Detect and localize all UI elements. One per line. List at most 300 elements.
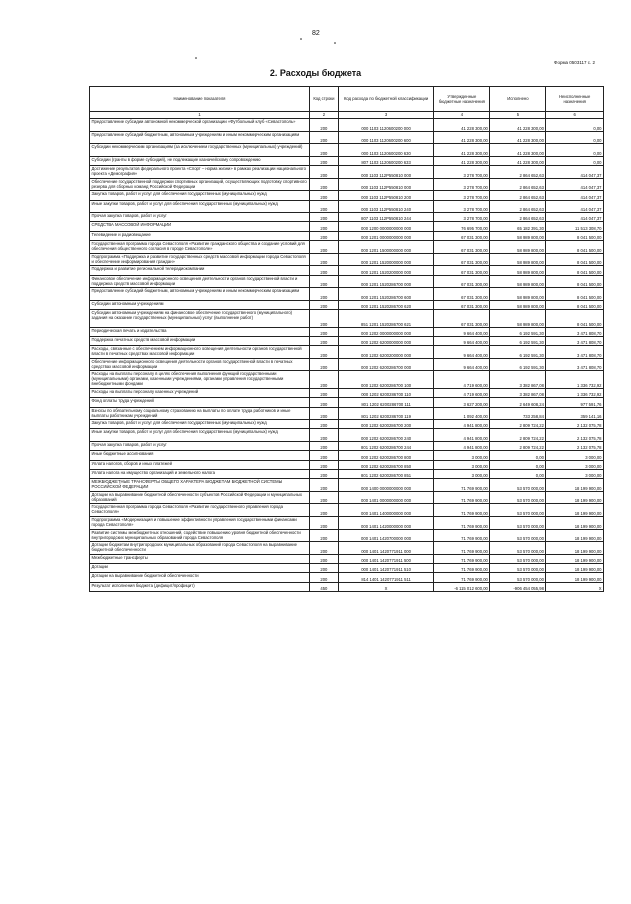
table-row: [90, 241, 604, 254]
row-line-code: 200: [310, 442, 339, 451]
scan-speck: [195, 57, 197, 59]
form-code: Форма 0503117 с. 2: [554, 60, 595, 65]
scan-speck: [300, 38, 302, 40]
column-index: 2: [310, 112, 339, 119]
row-remaining: 414 047,37: [546, 213, 604, 222]
row-name: Прочая закупка товаров, работ и услуг: [90, 442, 310, 451]
row-approved: 4 719 600,00: [434, 371, 490, 389]
row-budget-code: 000 1200 0000000000 000: [338, 222, 434, 231]
row-executed: 3 382 867,08: [490, 371, 546, 389]
row-approved: 9 664 400,00: [434, 336, 490, 345]
column-header-approved: Утвержденные бюджетные назначения: [434, 87, 490, 112]
row-budget-code: 801 1202 6200286700 244: [338, 442, 434, 451]
column-index: 4: [434, 112, 490, 119]
row-line-code: 200: [310, 310, 339, 328]
row-budget-code: 000 1401 1420700000 000: [338, 529, 434, 542]
row-approved: 4 941 800,00: [434, 429, 490, 442]
table-header-row: [90, 87, 604, 112]
row-line-code: 200: [310, 156, 339, 165]
row-name: Государственная программа города Севастополя «Развитие гражданского общества и создание условий для обеспечения общественного согласия в городе Севастополе»: [90, 241, 310, 254]
row-executed: 65 182 391,30: [490, 222, 546, 231]
row-budget-code: 000 1103 112P550810 000: [338, 178, 434, 191]
row-line-code: 200: [310, 451, 339, 460]
row-remaining: 977 591,76: [546, 398, 604, 407]
row-executed: 6 192 591,30: [490, 358, 546, 371]
table-row: [90, 564, 604, 573]
column-header-line: Код строки: [310, 87, 339, 112]
row-line-code: 200: [310, 241, 339, 254]
row-approved: 67 031 300,00: [434, 300, 490, 309]
row-executed: 58 989 800,00: [490, 231, 546, 240]
row-remaining: 1 336 732,92: [546, 388, 604, 397]
row-executed: 0,00: [490, 451, 546, 460]
row-name: Закупка товаров, работ и услуг для обеспечения государственных (муниципальных) нужд: [90, 420, 310, 429]
row-remaining: 18 199 900,00: [546, 564, 604, 573]
row-remaining: 2 132 075,78: [546, 442, 604, 451]
row-approved: 41 228 300,00: [434, 144, 490, 157]
table-row: [90, 131, 604, 144]
row-executed: 53 570 000,00: [490, 542, 546, 555]
row-line-code: 200: [310, 388, 339, 397]
row-line-code: 200: [310, 266, 339, 275]
row-budget-code: 000 1201 1520286700 000: [338, 275, 434, 288]
row-remaining: 414 047,37: [546, 200, 604, 213]
row-approved: 71 769 900,00: [434, 479, 490, 492]
row-budget-code: 000 1202 6200286700 850: [338, 460, 434, 469]
row-remaining: 18 199 900,00: [546, 529, 604, 542]
row-approved: 71 769 900,00: [434, 564, 490, 573]
row-budget-code: 000 1202 0000000000 000: [338, 327, 434, 336]
row-line-code: 200: [310, 222, 339, 231]
row-name: Дотации на выравнивание бюджетной обеспеченности субъектов Российской Федерации и муниципальных образований: [90, 491, 310, 504]
row-remaining: 8 041 500,00: [546, 300, 604, 309]
row-remaining: 8 041 500,00: [546, 310, 604, 328]
row-executed: 6 192 591,30: [490, 336, 546, 345]
row-approved: 71 769 900,00: [434, 504, 490, 517]
row-budget-code: 000 1103 112P550810 240: [338, 200, 434, 213]
row-remaining: 8 041 500,00: [546, 266, 604, 275]
row-name: Поддержка печатных средств массовой информации: [90, 336, 310, 345]
row-approved: 4 941 800,00: [434, 420, 490, 429]
row-budget-code: 000 1401 1420000000 000: [338, 517, 434, 530]
row-budget-code: 000 1201 1520200000 000: [338, 266, 434, 275]
table-row: [90, 407, 604, 420]
row-line-code: 200: [310, 253, 339, 266]
row-executed: 41 228 300,00: [490, 144, 546, 157]
row-name: Телевидение и радиовещание: [90, 231, 310, 240]
row-line-code: 200: [310, 327, 339, 336]
table-row: [90, 327, 604, 336]
row-line-code: 200: [310, 213, 339, 222]
row-executed: 6 192 591,30: [490, 346, 546, 359]
row-approved: 71 769 900,00: [434, 529, 490, 542]
row-line-code: 200: [310, 517, 339, 530]
row-remaining: 8 041 500,00: [546, 288, 604, 301]
row-name: Расходы на выплаты персоналу в целях обеспечения выполнения функций государственными (муниципальными) органами, казенными учреждениями, органами управления государственными внебюджетными фондами: [90, 371, 310, 389]
row-executed: -906 454 055,98: [490, 582, 546, 591]
row-remaining: 18 199 900,00: [546, 479, 604, 492]
row-line-code: 200: [310, 166, 339, 179]
row-approved: 3 278 700,00: [434, 200, 490, 213]
column-index: 6: [546, 112, 604, 119]
row-executed: 58 989 800,00: [490, 253, 546, 266]
row-budget-code: 000 1201 1520286700 620: [338, 300, 434, 309]
row-approved: 9 664 400,00: [434, 358, 490, 371]
row-line-code: 200: [310, 491, 339, 504]
table-row: [90, 371, 604, 389]
row-remaining: 414 047,37: [546, 166, 604, 179]
row-executed: 53 570 000,00: [490, 504, 546, 517]
row-line-code: 200: [310, 504, 339, 517]
expenses-table: [89, 86, 604, 592]
row-budget-code: 814 1401 1420771911 511: [338, 573, 434, 582]
row-executed: 53 570 000,00: [490, 479, 546, 492]
table-row: [90, 222, 604, 231]
row-approved: 3 278 700,00: [434, 166, 490, 179]
row-remaining: 8 041 500,00: [546, 275, 604, 288]
row-name: Дотации на выравнивание бюджетной обеспеченности: [90, 573, 310, 582]
table-row: [90, 491, 604, 504]
row-remaining: 18 199 900,00: [546, 542, 604, 555]
row-name: Субсидии (гранты в форме субсидий), не подлежащие казначейскому сопровождению: [90, 156, 310, 165]
row-line-code: 200: [310, 191, 339, 200]
row-budget-code: 801 1202 6200286700 851: [338, 469, 434, 478]
table-row: [90, 156, 604, 165]
row-remaining: 18 199 900,00: [546, 573, 604, 582]
row-budget-code: 000 1103 112P550810 000: [338, 166, 434, 179]
column-header-name: Наименование показателя: [90, 87, 310, 112]
row-budget-code: 000 1103 1120600200 600: [338, 131, 434, 144]
row-remaining: 1 336 732,92: [546, 371, 604, 389]
row-name: Субсидии автономным учреждениям: [90, 300, 310, 309]
row-executed: 0,00: [490, 460, 546, 469]
row-budget-code: 807 1103 1120600200 633: [338, 156, 434, 165]
row-budget-code: 000 1401 1420771911 000: [338, 542, 434, 555]
row-name: Уплата налога на имущество организаций и земельного налога: [90, 469, 310, 478]
row-remaining: 11 513 308,70: [546, 222, 604, 231]
table-row: [90, 573, 604, 582]
table-row: [90, 266, 604, 275]
row-remaining: 18 199 900,00: [546, 517, 604, 530]
row-budget-code: 000 1202 6200286700 110: [338, 388, 434, 397]
row-executed: 6 192 591,30: [490, 327, 546, 336]
row-approved: 67 031 300,00: [434, 241, 490, 254]
column-header-remaining: Неисполненные назначения: [546, 87, 604, 112]
row-approved: -6 115 012 600,00: [434, 582, 490, 591]
table-row: [90, 442, 604, 451]
row-name: Развитие системы межбюджетных отношений, содействие повышению уровня бюджетной обеспеченности внутригородских муниципальных образований города Севастополя: [90, 529, 310, 542]
row-line-code: 200: [310, 573, 339, 582]
row-budget-code: 000 1202 6200286700 100: [338, 371, 434, 389]
row-line-code: 200: [310, 346, 339, 359]
row-executed: 41 228 300,00: [490, 131, 546, 144]
row-budget-code: 000 1401 1420771911 510: [338, 564, 434, 573]
row-remaining: 3 000,00: [546, 460, 604, 469]
row-approved: 76 695 700,00: [434, 222, 490, 231]
row-remaining: 3 471 808,70: [546, 327, 604, 336]
row-budget-code: 000 1401 1420771911 500: [338, 554, 434, 563]
row-line-code: 200: [310, 371, 339, 389]
row-budget-code: 851 1201 1520286700 621: [338, 310, 434, 328]
row-approved: 9 664 400,00: [434, 346, 490, 359]
row-executed: 58 989 800,00: [490, 266, 546, 275]
row-name: Обеспечение информационного освещения деятельности органов государственной власти в печатных средствах массовой информации: [90, 358, 310, 371]
row-remaining: 18 199 900,00: [546, 504, 604, 517]
row-remaining: 3 000,00: [546, 451, 604, 460]
row-line-code: 200: [310, 275, 339, 288]
row-line-code: 200: [310, 460, 339, 469]
table-row: [90, 529, 604, 542]
row-executed: 53 570 000,00: [490, 554, 546, 563]
row-executed: 58 989 800,00: [490, 241, 546, 254]
row-name: Предоставление субсидии автономной некоммерческой организации «Футбольный клуб «Севастополь»: [90, 119, 310, 132]
row-remaining: 18 199 900,00: [546, 554, 604, 563]
row-line-code: 200: [310, 420, 339, 429]
row-remaining: 3 471 808,70: [546, 358, 604, 371]
table-row: [90, 398, 604, 407]
row-executed: 58 989 800,00: [490, 275, 546, 288]
row-approved: 3 278 700,00: [434, 178, 490, 191]
row-name: Иные бюджетные ассигнования: [90, 451, 310, 460]
row-approved: 41 228 300,00: [434, 131, 490, 144]
row-executed: 2 809 724,22: [490, 442, 546, 451]
row-approved: 4 941 800,00: [434, 442, 490, 451]
row-line-code: 200: [310, 200, 339, 213]
row-name: Периодическая печать и издательства: [90, 327, 310, 336]
row-line-code: 200: [310, 131, 339, 144]
table-row: [90, 429, 604, 442]
row-name: Закупка товаров, работ и услуг для обеспечения государственных (муниципальных) нужд: [90, 191, 310, 200]
row-line-code: 200: [310, 288, 339, 301]
row-line-code: 200: [310, 231, 339, 240]
row-remaining: 2 132 075,78: [546, 420, 604, 429]
row-name: СРЕДСТВА МАССОВОЙ ИНФОРМАЦИИ: [90, 222, 310, 231]
row-executed: 2 809 724,22: [490, 429, 546, 442]
table-row: [90, 542, 604, 555]
row-approved: 71 769 900,00: [434, 554, 490, 563]
column-index: 1: [90, 112, 310, 119]
row-executed: 3 382 867,08: [490, 388, 546, 397]
row-executed: 2 864 652,63: [490, 200, 546, 213]
row-budget-code: 000 1401 1400000000 000: [338, 504, 434, 517]
table-row: [90, 479, 604, 492]
row-executed: 0,00: [490, 469, 546, 478]
row-approved: 3 000,00: [434, 469, 490, 478]
row-approved: 67 031 300,00: [434, 231, 490, 240]
table-body: [90, 119, 604, 592]
table-row: [90, 420, 604, 429]
row-executed: 53 570 000,00: [490, 517, 546, 530]
row-line-code: 200: [310, 407, 339, 420]
row-executed: 41 228 300,00: [490, 156, 546, 165]
row-name: Иные закупки товаров, работ и услуг для обеспечения государственных (муниципальных) нужд: [90, 429, 310, 442]
row-line-code: 200: [310, 564, 339, 573]
row-name: Субсидии некоммерческим организациям (за исключением государственных (муниципальных) учреждений): [90, 144, 310, 157]
row-approved: 71 769 900,00: [434, 542, 490, 555]
row-name: Результат исполнения бюджета (дефицит/профицит): [90, 582, 310, 591]
row-remaining: 414 047,37: [546, 178, 604, 191]
row-remaining: 3 471 808,70: [546, 336, 604, 345]
row-name: Межбюджетные трансферты: [90, 554, 310, 563]
row-name: Субсидии автономным учреждениям на финансовое обеспечение государственного (муниципального) задания на оказание государственных (муниципальных) услуг (выполнение работ): [90, 310, 310, 328]
row-remaining: 8 041 500,00: [546, 241, 604, 254]
row-name: Государственная программа города Севастополя «Развитие государственного управления города Севастополя»: [90, 504, 310, 517]
column-header-executed: Исполнено: [490, 87, 546, 112]
row-executed: 2 809 724,22: [490, 420, 546, 429]
row-approved: 67 031 300,00: [434, 288, 490, 301]
table-row: [90, 200, 604, 213]
row-approved: 3 278 700,00: [434, 213, 490, 222]
row-executed: 58 989 800,00: [490, 310, 546, 328]
table-row: [90, 275, 604, 288]
row-executed: 2 649 608,24: [490, 398, 546, 407]
row-line-code: 200: [310, 529, 339, 542]
row-approved: 1 092 400,00: [434, 407, 490, 420]
table-row: [90, 336, 604, 345]
row-remaining: 359 141,16: [546, 407, 604, 420]
row-budget-code: 807 1103 112P550810 244: [338, 213, 434, 222]
row-executed: 53 570 000,00: [490, 564, 546, 573]
table-row: [90, 310, 604, 328]
column-header-code: Код расхода по бюджетной классификации: [338, 87, 434, 112]
column-index-row: [90, 112, 604, 119]
table-row: [90, 554, 604, 563]
table-row: [90, 451, 604, 460]
row-name: Взносы по обязательному социальному страхованию на выплаты по оплате труда работников и иные выплаты работникам учреждений: [90, 407, 310, 420]
table-row: [90, 191, 604, 200]
row-name: Иные закупки товаров, работ и услуг для обеспечения государственных (муниципальных) нужд: [90, 200, 310, 213]
row-approved: 41 228 300,00: [434, 119, 490, 132]
row-name: Финансовое обеспечение информационного освещения деятельности органов государственной власти и поддержка средств массовой информации: [90, 275, 310, 288]
row-name: Прочая закупка товаров, работ и услуг: [90, 213, 310, 222]
row-remaining: 0,00: [546, 156, 604, 165]
row-name: Дотации: [90, 564, 310, 573]
row-budget-code: 000 1103 112P550810 200: [338, 191, 434, 200]
row-executed: 58 989 800,00: [490, 288, 546, 301]
row-name: Предоставление субсидий бюджетным, автономным учреждениям и иным некоммерческим организациям: [90, 288, 310, 301]
row-line-code: 200: [310, 554, 339, 563]
row-budget-code: 000 1202 6200286700 800: [338, 451, 434, 460]
row-approved: 41 228 300,00: [434, 156, 490, 165]
row-approved: 3 000,00: [434, 460, 490, 469]
table-row: [90, 144, 604, 157]
row-executed: 53 570 000,00: [490, 491, 546, 504]
section-title: 2. Расходы бюджета: [269, 68, 362, 78]
row-budget-code: X: [338, 582, 434, 591]
table-row: [90, 213, 604, 222]
row-remaining: 0,00: [546, 131, 604, 144]
row-approved: 67 031 300,00: [434, 310, 490, 328]
row-budget-code: 801 1202 6200286700 111: [338, 398, 434, 407]
row-name: Предоставление субсидий бюджетным, автономным учреждениям и иным некоммерческим организациям: [90, 131, 310, 144]
row-remaining: 414 047,37: [546, 191, 604, 200]
row-line-code: 200: [310, 398, 339, 407]
row-name: Достижение результатов федерального проекта «Спорт – норма жизни» в рамках реализации национального проекта «Демография»: [90, 166, 310, 179]
row-executed: 2 864 652,63: [490, 213, 546, 222]
row-budget-code: 000 1201 1520286700 600: [338, 288, 434, 301]
row-line-code: 200: [310, 336, 339, 345]
row-name: Подпрограмма «Модернизация и повышение эффективности управления государственными финансами города Севастополя»: [90, 517, 310, 530]
scan-speck: [334, 42, 336, 44]
row-name: МЕЖБЮДЖЕТНЫЕ ТРАНСФЕРТЫ ОБЩЕГО ХАРАКТЕРА БЮДЖЕТАМ БЮДЖЕТНОЙ СИСТЕМЫ РОССИЙСКОЙ ФЕДЕРАЦИИ: [90, 479, 310, 492]
row-remaining: X: [546, 582, 604, 591]
table-row: [90, 253, 604, 266]
row-name: Обеспечение государственной поддержки спортивных организаций, осуществляющих подготовку спортивного резерва для сборных команд Российской Федерации: [90, 178, 310, 191]
table-row: [90, 178, 604, 191]
row-approved: 3 278 700,00: [434, 191, 490, 200]
table-row: [90, 358, 604, 371]
row-budget-code: 000 1201 0000000000 000: [338, 231, 434, 240]
row-budget-code: 000 1103 1120600200 000: [338, 119, 434, 132]
row-approved: 71 769 900,00: [434, 517, 490, 530]
row-remaining: 8 041 500,00: [546, 253, 604, 266]
row-line-code: 200: [310, 119, 339, 132]
table-row: [90, 517, 604, 530]
row-line-code: 200: [310, 479, 339, 492]
row-executed: 53 570 000,00: [490, 573, 546, 582]
row-remaining: 3 471 808,70: [546, 346, 604, 359]
row-name: Фонд оплаты труда учреждений: [90, 398, 310, 407]
row-remaining: 8 041 500,00: [546, 231, 604, 240]
row-budget-code: 000 1202 6200200000 000: [338, 346, 434, 359]
row-line-code: 200: [310, 144, 339, 157]
row-line-code: 200: [310, 469, 339, 478]
row-budget-code: 801 1202 6200286700 119: [338, 407, 434, 420]
row-budget-code: 000 1202 6200286700 000: [338, 358, 434, 371]
row-executed: 53 570 000,00: [490, 529, 546, 542]
row-name: Дотации бюджетам внутригородских муниципальных образований города Севастополя на выравнивание бюджетной обеспеченности: [90, 542, 310, 555]
table-row: [90, 582, 604, 591]
row-line-code: 450: [310, 582, 339, 591]
row-line-code: 200: [310, 300, 339, 309]
column-index: 5: [490, 112, 546, 119]
table-row: [90, 460, 604, 469]
row-remaining: 0,00: [546, 119, 604, 132]
row-line-code: 200: [310, 542, 339, 555]
table-row: [90, 119, 604, 132]
row-approved: 71 769 900,00: [434, 491, 490, 504]
row-remaining: 2 132 075,78: [546, 429, 604, 442]
row-executed: 2 864 652,63: [490, 166, 546, 179]
row-line-code: 200: [310, 178, 339, 191]
table-row: [90, 288, 604, 301]
row-approved: 3 627 200,00: [434, 398, 490, 407]
row-name: Подпрограмма «Поддержка и развитие государственных средств массовой информации города Севастополя и обеспечение информирования граждан»: [90, 253, 310, 266]
column-index: 3: [338, 112, 434, 119]
row-approved: 67 031 300,00: [434, 275, 490, 288]
row-name: Расходы, связанные с обеспечением информационного освещения деятельности органов государственной власти в печатных средствах массовой информации: [90, 346, 310, 359]
row-name: Уплата налогов, сборов и иных платежей: [90, 460, 310, 469]
row-remaining: 3 000,00: [546, 469, 604, 478]
table-row: [90, 388, 604, 397]
row-executed: 41 228 300,00: [490, 119, 546, 132]
row-approved: 71 769 900,00: [434, 573, 490, 582]
table-row: [90, 166, 604, 179]
row-approved: 3 000,00: [434, 451, 490, 460]
row-executed: 58 989 800,00: [490, 300, 546, 309]
table-row: [90, 504, 604, 517]
row-budget-code: 000 1400 0000000000 000: [338, 479, 434, 492]
row-approved: 67 031 300,00: [434, 266, 490, 275]
row-remaining: 0,00: [546, 144, 604, 157]
row-approved: 9 664 400,00: [434, 327, 490, 336]
row-line-code: 200: [310, 358, 339, 371]
row-name: Расходы на выплаты персоналу казенных учреждений: [90, 388, 310, 397]
row-line-code: 200: [310, 429, 339, 442]
table-row: [90, 300, 604, 309]
row-executed: 2 864 652,63: [490, 191, 546, 200]
row-remaining: 18 199 900,00: [546, 491, 604, 504]
